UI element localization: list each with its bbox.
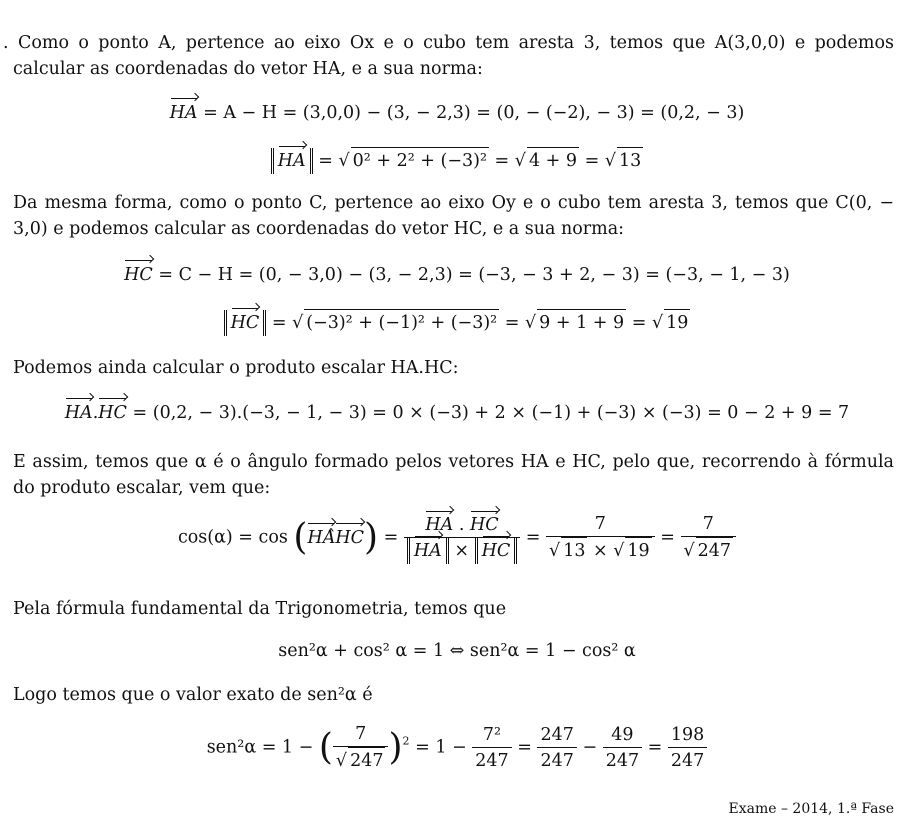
paragraph-2 bbox=[13, 190, 894, 242]
paragraph-4: E assim, temos que α é o ângulo formado pelos vetores HA e HC, pelo que, recorrendo à fórmula do produto escalar, vem que: bbox=[13, 452, 894, 498]
paragraph-2-text: Da mesma forma, como o ponto C, pertence ao eixo Oy e o cubo tem aresta 3, temos que C(0, − 3,0) e podemos calcular as coordenadas do vetor HC, e a sua norma: bbox=[13, 193, 894, 239]
equation-hc-norm: HC = √ (−3)² + (−1)² + (−3)² = √ 9 + 1 + 9 = √ 19 bbox=[0, 309, 914, 336]
exam-source-footer: Exame – 2014, 1.ª Fase bbox=[728, 801, 894, 817]
norm-ha: HA bbox=[271, 148, 313, 174]
item-marker: . bbox=[3, 33, 9, 53]
equation-ha-norm: HA = √ 0² + 2² + (−3)² = √ 4 + 9 = √ 13 bbox=[0, 147, 914, 174]
norm-hc: HC bbox=[224, 310, 267, 336]
paragraph-3: Podemos ainda calcular o produto escalar HA.HC: bbox=[13, 358, 459, 378]
vector-hc: HC bbox=[124, 262, 153, 288]
equation-cos-alpha: cos(α) = cos (HAHC) = $\frac{HA . HC}{HA \times HC}$ = 7 √ 13 × √ 19 = 7 √ 247 bbox=[0, 512, 914, 564]
sqrt-symbol bbox=[338, 151, 349, 171]
equation-ha-coordinates bbox=[0, 100, 914, 126]
equation-ha-text: = A − H = (3,0,0) − (3, − 2,3) = (0, − (−2), − 3) = (0,2, − 3) bbox=[203, 103, 745, 123]
paragraph-6: Logo temos que o valor exato de sen²α é bbox=[13, 685, 373, 705]
vector-ha: HA bbox=[170, 100, 198, 126]
fraction-dot-over-norms: $\frac{HA . HC}{HA \times HC}$ bbox=[404, 513, 520, 564]
paragraph-1-text: Como o ponto A, pertence ao eixo Ox e o cubo tem aresta 3, temos que A(3,0,0) e podemos calcular as coordenadas do vetor HA, e a sua norma: bbox=[13, 33, 894, 79]
paragraph-5: Pela fórmula fundamental da Trigonometria, temos que bbox=[13, 599, 507, 619]
equation-hc-coordinates: HC = C − H = (0, − 3,0) − (3, − 2,3) = (−3, − 3 + 2, − 3) = (−3, − 1, − 3) bbox=[0, 262, 914, 288]
equation-sen2-result: sen²α = 1 − ( 7 √ 247 )$^2$ = 1 − $\frac{\text{7²}}{247}$ = $\frac{247}{247}$ − $\frac{49}{247}$ = $\frac{198}{247}$ bbox=[0, 722, 914, 774]
equation-fundamental-identity: sen²α + cos² α = 1 ⇔ sen²α = 1 − cos² α bbox=[278, 641, 636, 661]
equation-dot-product: HA.HC = (0,2, − 3).(−3, − 1, − 3) = 0 × (−3) + 2 × (−1) + (−3) × (−3) = 0 − 2 + 9 = 7 bbox=[0, 400, 914, 426]
paragraph-1 bbox=[3, 30, 894, 82]
